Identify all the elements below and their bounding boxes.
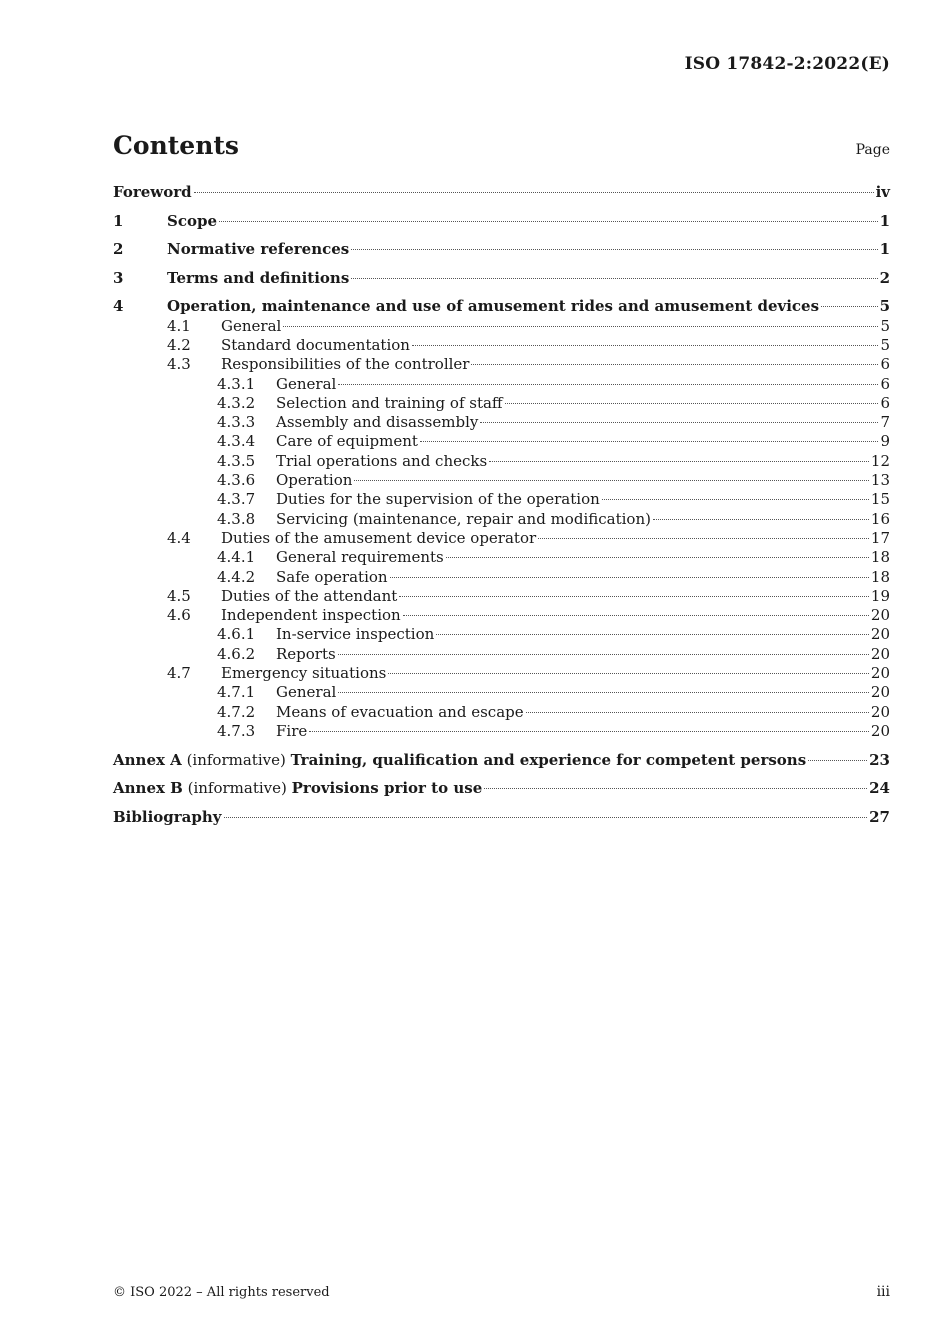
toc-entry-number: 4.6.1 — [217, 625, 256, 644]
toc-entry[interactable] — [113, 375, 890, 394]
toc-entry-number: 4.3.4 — [217, 432, 256, 451]
toc-entry-number: 4.4.2 — [217, 567, 256, 586]
toc-entry-page: 16 — [870, 509, 890, 528]
toc-entry[interactable] — [113, 490, 890, 509]
toc-entry[interactable] — [113, 394, 890, 413]
toc-entry-page: iv — [875, 183, 890, 201]
toc-entry[interactable] — [113, 510, 890, 529]
toc-entry[interactable] — [113, 587, 890, 606]
toc-entry-page: 18 — [870, 548, 890, 567]
toc-entry-page: 24 — [869, 779, 890, 798]
toc-entry[interactable] — [113, 779, 890, 798]
toc-annex-note: (informative) — [182, 779, 292, 798]
toc-entry-page: 13 — [870, 471, 890, 490]
toc-entry-title: Assembly and disassembly — [276, 413, 479, 432]
toc-entry-page: 20 — [870, 683, 890, 702]
dot-leader — [538, 537, 869, 539]
dot-leader — [351, 248, 877, 250]
dot-leader — [653, 518, 869, 520]
toc-entry-title: General — [276, 683, 337, 702]
toc-entry-number: 4.4.1 — [217, 548, 256, 567]
toc-entry-title: Terms and definitions — [167, 268, 350, 287]
toc-entry-number: 4.1 — [167, 316, 191, 335]
toc-entry-number: 4.5 — [167, 586, 191, 605]
toc-entry-page: 6 — [880, 374, 890, 393]
toc-entry[interactable] — [113, 183, 890, 202]
toc-entry[interactable] — [113, 471, 890, 490]
toc-entry[interactable] — [113, 317, 890, 336]
toc-entry[interactable] — [113, 751, 890, 770]
dot-leader — [283, 325, 878, 327]
toc-entry-page: 23 — [869, 750, 890, 769]
toc-entry-number: 4.3.2 — [217, 393, 256, 412]
toc-entry-number: 4.3.7 — [217, 490, 256, 509]
toc-entry-title: General — [221, 316, 282, 335]
toc-entry[interactable] — [113, 336, 890, 355]
toc-entry-title: Scope — [167, 211, 218, 230]
toc-entry[interactable] — [113, 664, 890, 683]
toc-entry-page: 20 — [870, 625, 890, 644]
toc-entry-number: 4.6.2 — [217, 644, 256, 663]
dot-leader — [602, 498, 869, 500]
toc-entry[interactable] — [113, 722, 890, 741]
toc-entry-title: Operation, maintenance and use of amusement rides and amusement devices — [167, 297, 820, 316]
toc-entry-page: 1 — [879, 211, 890, 230]
toc-entry-page: 17 — [870, 528, 890, 547]
toc-entry[interactable] — [113, 808, 890, 827]
toc-entry-page: 7 — [880, 413, 890, 432]
toc-entry-number: 1 — [113, 211, 124, 230]
toc-entry-title: Trial operations and checks — [276, 451, 488, 470]
toc-entry-title: Selection and training of staff — [276, 393, 503, 412]
dot-leader — [505, 402, 879, 404]
toc-entry-title: Safe operation — [276, 567, 388, 586]
toc-entry-title: Responsibilities of the controller — [221, 355, 470, 374]
toc-entry-title: Operation — [276, 471, 353, 490]
toc-entry-number: 4.3.5 — [217, 451, 256, 470]
toc-entry-page: 1 — [879, 240, 890, 259]
dot-leader — [808, 759, 867, 761]
dot-leader — [399, 595, 869, 597]
toc-entry-title: Foreword — [113, 183, 192, 201]
toc-entry-title: Servicing (maintenance, repair and modification) — [276, 509, 651, 528]
toc-entry-title: Duties of the attendant — [221, 586, 398, 605]
dot-leader — [224, 816, 868, 818]
toc-annex-note: (informative) — [181, 750, 291, 769]
toc-entry-page: 27 — [869, 807, 890, 826]
toc-entry-title: Standard documentation — [221, 335, 410, 354]
dot-leader — [403, 614, 869, 616]
toc-annex-label: Annex B — [113, 779, 183, 798]
toc-entry[interactable] — [113, 413, 890, 432]
dot-leader — [526, 711, 869, 713]
copyright-footer: © ISO 2022 – All rights reserved — [113, 1285, 330, 1300]
toc-entry[interactable] — [113, 355, 890, 374]
dot-leader — [480, 421, 878, 423]
toc-entry[interactable] — [113, 432, 890, 451]
toc-entry[interactable] — [113, 606, 890, 625]
toc-entry[interactable] — [113, 529, 890, 548]
dot-leader — [412, 344, 879, 346]
toc-entry-page: 20 — [870, 606, 890, 625]
toc-entry-number: 4.7.3 — [217, 721, 256, 740]
page-number: iii — [876, 1284, 890, 1300]
toc-entry-page: 2 — [879, 268, 890, 287]
toc-entry-title: Care of equipment — [276, 432, 418, 451]
toc-entry-title: Duties for the supervision of the operation — [276, 490, 600, 509]
toc-entry-number: 4.3.8 — [217, 509, 256, 528]
dot-leader — [471, 363, 878, 365]
toc-entry-title: Independent inspection — [221, 606, 401, 625]
dot-leader — [351, 277, 877, 279]
toc-entry-number: 4.3.6 — [217, 471, 256, 490]
toc-entry-title: Emergency situations — [221, 664, 387, 683]
toc-entry-page: 6 — [880, 355, 890, 374]
toc-entry-number: 4.7.2 — [217, 702, 256, 721]
toc-entry-page: 18 — [870, 567, 890, 586]
toc-entry[interactable] — [113, 645, 890, 664]
dot-leader — [821, 305, 878, 307]
toc-entry-number: 4.3 — [167, 355, 191, 374]
dot-leader — [338, 653, 869, 655]
toc-entry-page: 5 — [879, 297, 890, 316]
toc-entry-title: Bibliography — [113, 807, 222, 826]
toc-entry-number: 4 — [113, 297, 124, 316]
dot-leader — [338, 383, 878, 385]
toc-entry-page: 6 — [880, 393, 890, 412]
toc-entry-page: 15 — [870, 490, 890, 509]
dot-leader — [194, 191, 874, 193]
toc-entry-title: Provisions prior to use — [291, 779, 483, 798]
toc-entry-title: Means of evacuation and escape — [276, 702, 524, 721]
toc-entry-page: 5 — [880, 335, 890, 354]
toc-entry-number: 3 — [113, 268, 124, 287]
toc-entry-page: 9 — [880, 432, 890, 451]
dot-leader — [420, 440, 879, 442]
dot-leader — [489, 460, 869, 462]
dot-leader — [309, 730, 869, 732]
document-id: ISO 17842-2:2022(E) — [684, 54, 890, 74]
dot-leader — [446, 556, 869, 558]
dot-leader — [354, 479, 869, 481]
toc-entry-page: 5 — [880, 316, 890, 335]
dot-leader — [390, 576, 869, 578]
toc-entry-page: 20 — [870, 644, 890, 663]
toc-entry-page: 19 — [870, 586, 890, 605]
toc-entry-title: Reports — [276, 644, 336, 663]
page-column-label: Page — [855, 142, 890, 158]
dot-leader — [484, 787, 867, 789]
toc-entry-page: 12 — [870, 451, 890, 470]
toc-entry[interactable] — [113, 269, 890, 288]
dot-leader — [338, 691, 869, 693]
contents-title: Contents — [113, 131, 240, 160]
toc-entry-title: General — [276, 374, 337, 393]
toc-entry-page: 20 — [870, 721, 890, 740]
dot-leader — [388, 672, 869, 674]
toc-entry-page: 20 — [870, 664, 890, 683]
toc-entry-number: 4.3.1 — [217, 374, 256, 393]
toc-entry[interactable] — [113, 452, 890, 471]
toc-entry-number: 4.2 — [167, 335, 191, 354]
toc-entry-title: General requirements — [276, 548, 444, 567]
toc-entry[interactable] — [113, 568, 890, 587]
table-of-contents — [113, 183, 890, 827]
toc-entry-title: In-service inspection — [276, 625, 435, 644]
toc-entry-number: 4.4 — [167, 528, 191, 547]
toc-entry-number: 4.7.1 — [217, 683, 256, 702]
toc-entry[interactable] — [113, 297, 890, 316]
toc-entry-title: Normative references — [167, 240, 350, 259]
toc-entry[interactable] — [113, 212, 890, 231]
dot-leader — [219, 220, 878, 222]
toc-entry-number: 4.6 — [167, 606, 191, 625]
toc-entry[interactable] — [113, 548, 890, 567]
toc-entry[interactable] — [113, 683, 890, 702]
toc-entry-number: 2 — [113, 240, 124, 259]
toc-entry-number: 4.7 — [167, 664, 191, 683]
toc-entry-title: Fire — [276, 721, 308, 740]
toc-entry-title: Duties of the amusement device operator — [221, 528, 537, 547]
toc-entry[interactable] — [113, 240, 890, 259]
toc-entry-title: Training, qualification and experience for competent persons — [290, 750, 807, 769]
toc-entry-number: 4.3.3 — [217, 413, 256, 432]
dot-leader — [436, 633, 869, 635]
toc-entry[interactable] — [113, 703, 890, 722]
toc-entry[interactable] — [113, 625, 890, 644]
toc-entry-page: 20 — [870, 702, 890, 721]
toc-annex-label: Annex A — [113, 750, 182, 769]
